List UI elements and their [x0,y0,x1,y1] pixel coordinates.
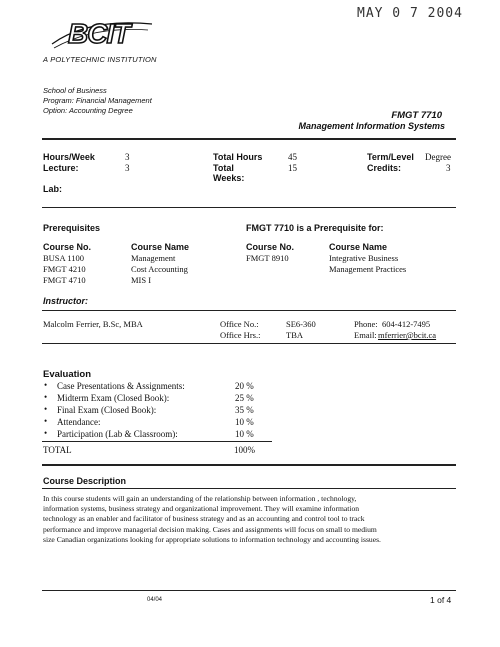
divider [42,464,456,466]
credits-value: 3 [446,163,451,173]
divider [42,138,456,140]
total-weeks-value: 15 [288,163,297,173]
prereq-heading: Prerequisites [43,223,101,233]
instructor-heading: Instructor: [43,296,88,306]
description-body [43,494,463,545]
evaluation-total-value: 100% [234,445,255,455]
footer-code: 04/04 [147,597,163,603]
prereq-course-name: Management [131,253,176,263]
bullet-icon: • [44,416,48,426]
bcit-logo [48,14,158,54]
total-hours-value: 45 [288,152,297,162]
evaluation-item-label: Final Exam (Closed Book): [57,405,157,415]
bullet-icon: • [44,392,48,402]
total-weeks-label: Total [213,163,234,173]
course-code: FMGT 7710 [391,110,442,121]
description-line: size Canadian organizations looking for appropriate solutions to information technology and accounting issues. [43,534,381,544]
phone-value: 604-412-7495 [382,319,431,329]
school-name: School of Business [43,86,107,95]
course-title: Management Information Systems [298,121,445,131]
divider [42,310,456,311]
prereq-for-col-no: Course No. [246,242,295,252]
prereq-for-course-name: Integrative Business [329,253,399,263]
bullet-icon: • [44,404,48,414]
divider [42,441,272,442]
email-link[interactable]: mferrier@bcit.ca [378,330,437,340]
hours-week-value: 3 [125,152,130,162]
page-number: 1 of 4 [430,595,452,605]
evaluation-item-value: 20 % [235,381,254,391]
evaluation-item-label: Participation (Lab & Classroom): [57,429,178,439]
bullet-icon: • [44,428,48,438]
evaluation-item-label: Attendance: [57,417,101,427]
evaluation-item-label: Midterm Exam (Closed Book): [57,393,170,403]
email-label: Email: [354,330,377,340]
total-hours-label: Total Hours [213,152,263,162]
lab-label: Lab: [43,184,62,194]
evaluation-item-label: Case Presentations & Assignments: [57,381,185,391]
description-line: performance and improve managerial decision making. Cases and assignments will focus on small to medium [43,524,377,534]
program-option: Option: Accounting Degree [43,106,133,115]
total-weeks-label-2: Weeks: [213,173,245,183]
term-value: Degree [425,152,451,162]
office-hrs-label: Office Hrs.: [220,330,261,340]
description-line: information systems, business strategy and organizational improvement. They will examine information [43,504,360,514]
phone-label: Phone: [354,319,378,329]
prereq-for-course-name-2: Management Practices [329,264,407,274]
prereq-course-name: MIS I [131,275,152,285]
evaluation-item-value: 10 % [235,417,254,427]
divider [42,590,456,591]
lecture-label: Lecture: [43,163,79,173]
prereq-for-col-name: Course Name [329,242,388,252]
divider [42,207,456,208]
term-label: Term/Level [367,152,414,162]
bullet-icon: • [44,380,48,390]
office-hrs-value: TBA [286,330,303,340]
evaluation-item-value: 35 % [235,405,254,415]
divider [42,488,456,489]
office-no-value: SE6-360 [286,319,316,329]
program-name: Program: Financial Management [43,96,152,105]
evaluation-total-label: TOTAL [43,445,72,455]
logo-text: BCIT [68,18,130,49]
logo-tagline: A POLYTECHNIC INSTITUTION [43,55,157,64]
office-no-label: Office No.: [220,319,259,329]
prereq-for-course-no: FMGT 8910 [246,253,289,263]
evaluation-item-value: 10 % [235,429,254,439]
description-line: technology as an enabler and facilitator of business strategy and as an accounting and control tool to track [43,514,365,524]
credits-label: Credits: [367,163,402,173]
evaluation-heading: Evaluation [43,369,92,380]
instructor-name: Malcolm Ferrier, B.Sc, MBA [43,319,143,329]
prereq-course-no: FMGT 4210 [43,264,86,274]
prereq-for-heading: FMGT 7710 is a Prerequisite for: [246,223,384,233]
prereq-course-name: Cost Accounting [131,264,188,274]
prereq-course-no: FMGT 4710 [43,275,86,285]
hours-week-label: Hours/Week [43,152,95,162]
date-stamp: MAY 0 7 2004 [357,6,463,21]
prereq-col-no: Course No. [43,242,92,252]
lecture-value: 3 [125,163,130,173]
divider [42,343,456,344]
evaluation-item-value: 25 % [235,393,254,403]
description-heading: Course Description [43,476,127,486]
prereq-course-no: BUSA 1100 [43,253,85,263]
description-line: In this course students will gain an understanding of the relationship between information , technology, [43,494,357,503]
prereq-col-name: Course Name [131,242,190,252]
